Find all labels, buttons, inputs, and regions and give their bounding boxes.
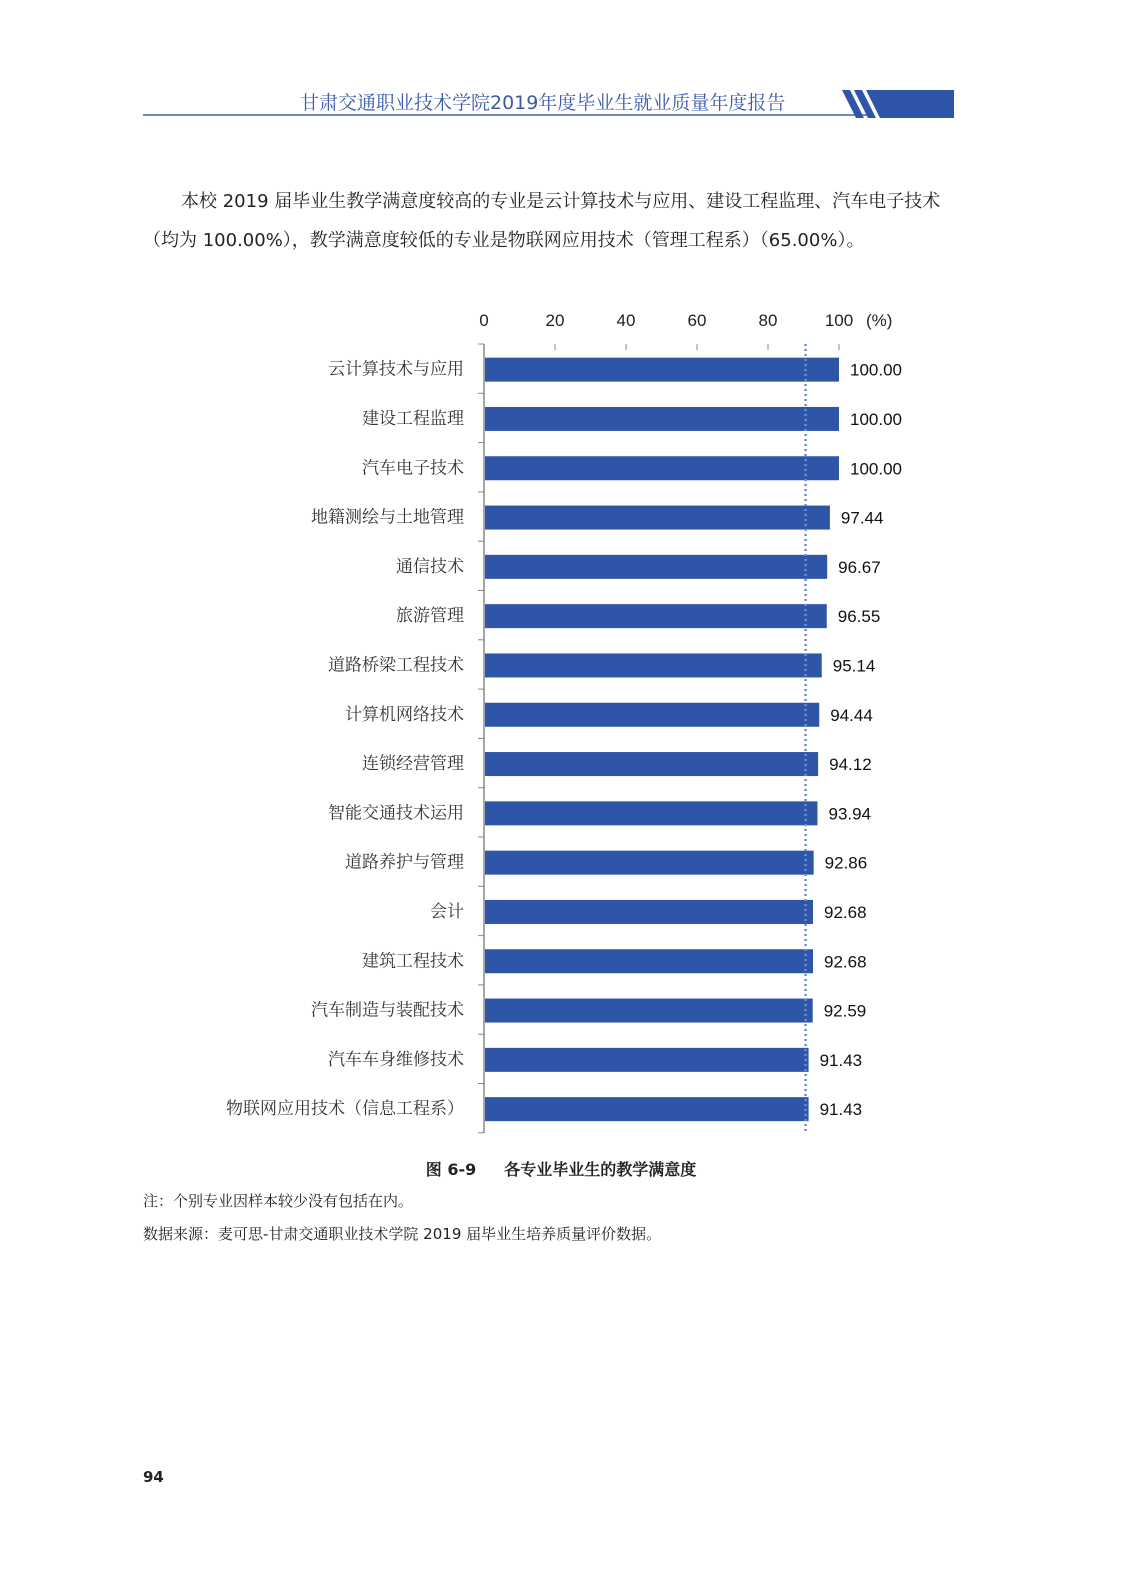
bar-value-label: 93.94 bbox=[828, 804, 872, 824]
category-label: 会计 bbox=[430, 901, 464, 922]
bar bbox=[485, 703, 819, 727]
bar bbox=[485, 999, 813, 1023]
figure-title: 各专业毕业生的教学满意度 bbox=[504, 1160, 697, 1179]
category-label: 汽车电子技术 bbox=[362, 458, 464, 479]
category-label: 道路养护与管理 bbox=[345, 852, 464, 873]
bar-value-label: 94.12 bbox=[829, 755, 872, 775]
x-tick-label: 20 bbox=[545, 311, 565, 330]
bar bbox=[485, 752, 818, 776]
bar-value-label: 100.00 bbox=[850, 459, 902, 479]
x-tick-label: 40 bbox=[616, 311, 636, 330]
satisfaction-bar-chart bbox=[0, 290, 1122, 1150]
category-label: 建筑工程技术 bbox=[362, 951, 464, 972]
bar bbox=[485, 851, 814, 875]
bar bbox=[485, 653, 822, 677]
page-number: 94 bbox=[143, 1468, 164, 1486]
figure-caption bbox=[0, 1157, 1122, 1180]
bar-value-label: 95.14 bbox=[832, 656, 876, 676]
bar bbox=[485, 1048, 809, 1072]
header-rule bbox=[143, 114, 870, 116]
bar-value-label: 100.00 bbox=[850, 409, 902, 429]
bar bbox=[485, 801, 817, 825]
bar bbox=[485, 900, 813, 924]
category-label: 智能交通技术运用 bbox=[328, 803, 464, 824]
x-tick-label: 0 bbox=[479, 311, 489, 330]
figure-number: 图 6-9 bbox=[425, 1160, 477, 1179]
bar-value-label: 100.00 bbox=[850, 360, 902, 380]
report-header-title: 甘肃交通职业技术学院2019年度毕业生就业质量年度报告 bbox=[300, 92, 786, 114]
bar bbox=[485, 506, 830, 530]
bar-value-label: 92.59 bbox=[823, 1001, 867, 1021]
bar bbox=[485, 456, 839, 480]
category-label: 连锁经营管理 bbox=[362, 754, 464, 775]
axis-unit-label: (%) bbox=[866, 311, 893, 330]
x-tick-label: 60 bbox=[687, 311, 707, 330]
bar-value-label: 92.86 bbox=[824, 853, 868, 873]
header-stripe-decoration bbox=[842, 90, 954, 118]
category-label: 通信技术 bbox=[396, 556, 464, 577]
bar-value-label: 92.68 bbox=[824, 902, 867, 922]
x-axis-ticks bbox=[479, 311, 853, 350]
bar bbox=[485, 555, 827, 579]
bar bbox=[485, 604, 827, 628]
bar-value-label: 94.44 bbox=[830, 705, 873, 725]
intro-paragraph bbox=[143, 182, 963, 260]
category-label: 计算机网络技术 bbox=[345, 704, 464, 725]
category-label: 汽车车身维修技术 bbox=[328, 1049, 464, 1070]
category-label: 旅游管理 bbox=[396, 606, 464, 627]
bar-value-label: 91.43 bbox=[819, 1050, 863, 1070]
x-tick-label: 100 bbox=[824, 311, 854, 330]
bar-rows bbox=[226, 344, 902, 1133]
bar bbox=[485, 949, 813, 973]
bar-value-label: 96.55 bbox=[837, 607, 881, 627]
category-label: 地籍测绘与土地管理 bbox=[311, 507, 464, 528]
category-label: 云计算技术与应用 bbox=[328, 359, 464, 380]
bar-value-label: 91.43 bbox=[819, 1100, 863, 1120]
bar-value-label: 97.44 bbox=[840, 508, 884, 528]
bar bbox=[485, 358, 839, 382]
note-text: 注：个别专业因样本较少没有包括在内。 bbox=[143, 1192, 414, 1210]
category-label: 建设工程监理 bbox=[362, 408, 464, 429]
category-label: 物联网应用技术（信息工程系） bbox=[226, 1099, 464, 1120]
source-text: 数据来源：麦可思-甘肃交通职业技术学院 2019 届毕业生培养质量评价数据。 bbox=[143, 1225, 662, 1243]
category-label: 汽车制造与装配技术 bbox=[311, 1000, 464, 1021]
intro-text: 本校 2019 届毕业生教学满意度较高的专业是云计算技术与应用、建设工程监理、汽车电子技术（均为 100.00%），教学满意度较低的专业是物联网应用技术（管理工程系）（65.00%）。 bbox=[143, 191, 941, 251]
category-label: 道路桥梁工程技术 bbox=[328, 655, 464, 676]
x-tick-label: 80 bbox=[758, 311, 778, 330]
bar bbox=[485, 407, 839, 431]
bar-value-label: 92.68 bbox=[824, 952, 867, 972]
bar-value-label: 96.67 bbox=[838, 557, 881, 577]
bar bbox=[485, 1097, 809, 1121]
